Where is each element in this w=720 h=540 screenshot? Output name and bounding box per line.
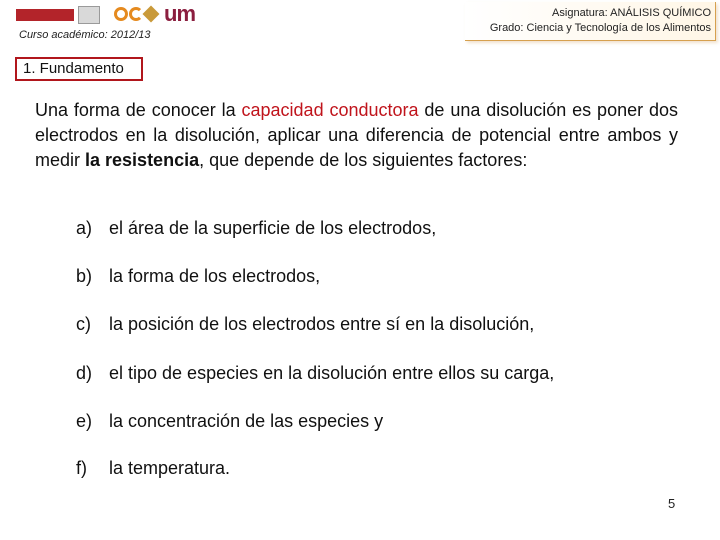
factor-text: el tipo de especies en la disolución entre ellos su carga,	[109, 363, 555, 383]
factor-text: la posición de los electrodos entre sí en la disolución,	[109, 314, 535, 334]
intro-text-1: Una forma de conocer la	[35, 100, 242, 120]
ocw-w-icon	[143, 6, 160, 23]
um-logo-text: um	[164, 1, 195, 26]
slide-header	[0, 0, 720, 46]
subject-name: Asignatura: ANÁLISIS QUÍMICO	[552, 7, 711, 19]
factor-letter: c)	[76, 314, 91, 334]
degree-name: Grado: Ciencia y Tecnología de los Alimentos	[489, 22, 711, 34]
university-emblem-icon	[78, 6, 100, 24]
factor-letter: f)	[76, 458, 87, 478]
course-year: Curso académico: 2012/13	[19, 29, 151, 41]
university-logo-bar	[16, 9, 74, 21]
factor-item	[76, 314, 534, 335]
intro-highlight: capacidad conductora	[241, 100, 419, 120]
factor-item	[76, 363, 554, 384]
factor-text: la concentración de las especies y	[109, 411, 384, 431]
factor-item	[76, 458, 230, 479]
factor-letter: e)	[76, 411, 93, 431]
factor-item	[76, 411, 383, 432]
factor-text: el área de la superficie de los electrodos,	[109, 218, 437, 238]
factor-text: la temperatura.	[109, 458, 231, 478]
university-logo	[16, 5, 104, 25]
factor-letter: d)	[76, 363, 93, 383]
factor-item	[76, 218, 436, 239]
intro-bold: la resistencia	[85, 150, 200, 170]
ocw-um-logo	[114, 1, 204, 26]
subject-box	[465, 2, 716, 41]
page-number: 5	[668, 496, 676, 511]
factor-letter: a)	[76, 218, 93, 238]
section-title: 1. Fundamento	[15, 57, 143, 81]
intro-text-2: de una disolución es poner dos electrodos en la disolución, aplicar una diferencia de potencial entre ambos y medir	[35, 100, 679, 170]
factor-text: la forma de los electrodos,	[109, 266, 321, 286]
ocw-o-icon	[114, 7, 128, 21]
factor-item	[76, 266, 320, 287]
ocw-c-icon	[129, 7, 143, 21]
logos	[16, 1, 204, 26]
intro-text-3: , que depende de los siguientes factores:	[199, 150, 528, 170]
factor-letter: b)	[76, 266, 93, 286]
intro-paragraph	[35, 98, 678, 173]
